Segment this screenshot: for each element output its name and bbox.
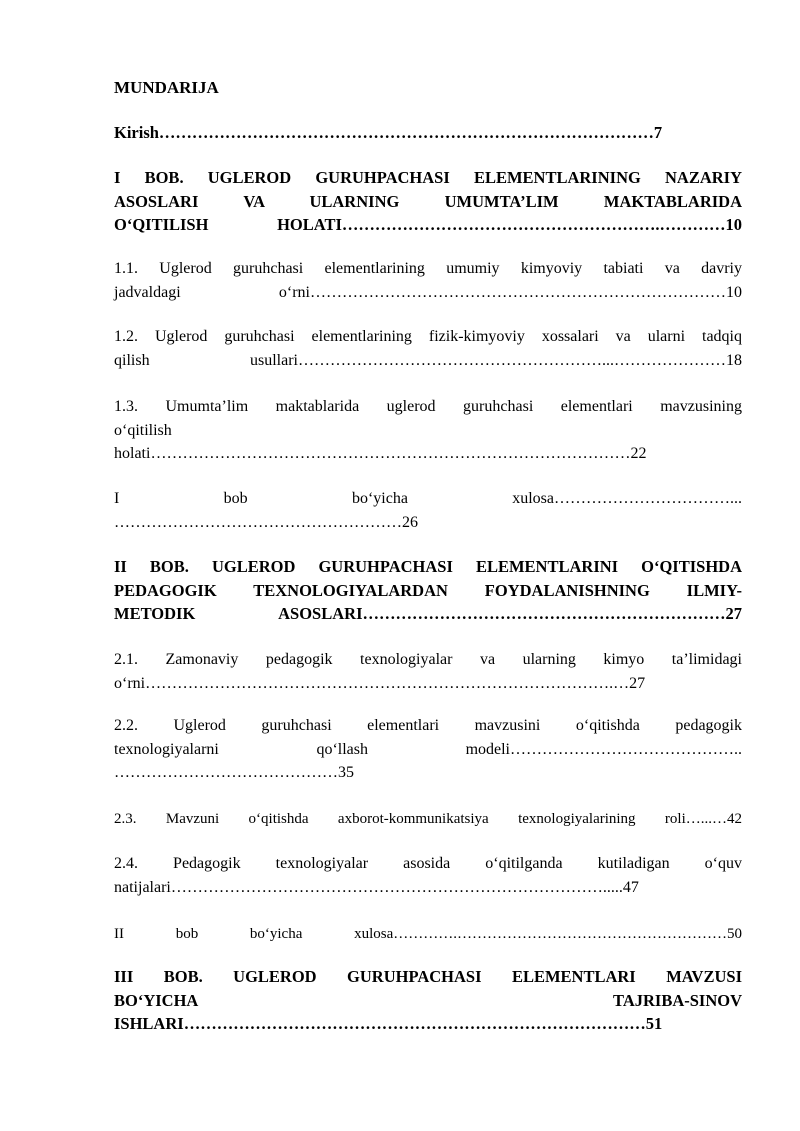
toc-line: o‘rni…………………………………………………………………………….…27 (114, 674, 646, 692)
toc-line: texnologiyalarni qo‘llash modeli…………………………………….. (114, 740, 742, 758)
toc-line: ………………………………………………26 (114, 513, 418, 531)
toc-line: 1.2. Uglerod guruhchasi elementlarining fizik-kimyoviy xossalari va ularni tadqiq (114, 328, 742, 345)
toc-entry-section-2-4[interactable] (114, 852, 742, 899)
toc-entry-chapter-2[interactable] (114, 555, 742, 626)
toc-line: II BOB. UGLEROD GURUHPACHASI ELEMENTLARINI O‘QITISHDA (114, 557, 742, 576)
toc-line: holati………………………………………………………………………………22 (114, 445, 647, 462)
toc-entry-chapter-3[interactable] (114, 965, 742, 1036)
toc-line: II bob bo‘yicha xulosa………….………………………………………………50 (114, 926, 742, 942)
toc-line: BO‘YICHA TAJRIBA-SINOV (114, 990, 742, 1010)
toc-line: PEDAGOGIK TEXNOLOGIYALARDAN FOYDALANISHNING ILMIY- (114, 580, 742, 600)
toc-entry-section-2-1[interactable] (114, 648, 742, 695)
toc-line: natijalari……………………………………………………………………….....47 (114, 878, 639, 896)
toc-entry-section-1-3[interactable] (114, 395, 742, 466)
toc-line: 1.3. Umumta’lim maktablarida uglerod guruhchasi elementlari mavzusining (114, 398, 742, 415)
toc-entry-section-1-2[interactable] (114, 325, 742, 372)
toc-entry-chapter-1[interactable] (114, 166, 742, 237)
toc-line: ISHLARI…………………………………………………………………………51 (114, 1014, 663, 1033)
toc-entry-section-2-3[interactable] (114, 808, 742, 832)
toc-entry-chapter-1-conclusion[interactable] (114, 487, 742, 534)
toc-line: Kirish………………………………………………………………………………7 (114, 123, 663, 142)
toc-entry-section-1-1[interactable] (114, 257, 742, 304)
toc-line: METODIK ASOSLARI…………………………………………………………27 (114, 604, 742, 623)
toc-line: 2.1. Zamonaviy pedagogik texnologiyalar va ularning kimyo ta’limidagi (114, 651, 742, 668)
toc-line: ASOSLARI VA ULARNING UMUMTA’LIM MAKTABLARIDA (114, 191, 742, 211)
toc-line: I bob bo‘yicha xulosa……………………………... (114, 490, 742, 507)
toc-line: 2.2. Uglerod guruhchasi elementlari mavzusini o‘qitishda pedagogik (114, 717, 742, 734)
toc-entry-chapter-2-conclusion[interactable] (114, 923, 742, 947)
toc-entry-section-2-2[interactable] (114, 714, 742, 785)
toc-line: ……………………………………35 (114, 764, 354, 781)
toc-line: I BOB. UGLEROD GURUHPACHASI ELEMENTLARINING NAZARIY (114, 168, 742, 187)
toc-line: O‘QITILISH HOLATI………………………………………………….…………10 (114, 215, 742, 234)
toc-line: III BOB. UGLEROD GURUHPACHASI ELEMENTLARI MAVZUSI (114, 967, 742, 986)
toc-line: qilish usullari…………………………………………………...…………………18 (114, 351, 742, 369)
toc-line: o‘qitilish (114, 421, 172, 439)
toc-line: jadvaldagi o‘rni……………………………………………………………………10 (114, 283, 742, 301)
toc-line: 2.3. Mavzuni o‘qitishda axborot-kommunikatsiya texnologiyalarining roli…...…42 (114, 811, 742, 827)
toc-line: 1.1. Uglerod guruhchasi elementlarining umumiy kimyoviy tabiati va davriy (114, 260, 742, 277)
toc-line: 2.4. Pedagogik texnologiyalar asosida o‘qitilganda kutiladigan o‘quv (114, 855, 742, 872)
page-title: MUNDARIJA (114, 78, 219, 97)
toc-entry-introduction[interactable] (114, 121, 742, 145)
